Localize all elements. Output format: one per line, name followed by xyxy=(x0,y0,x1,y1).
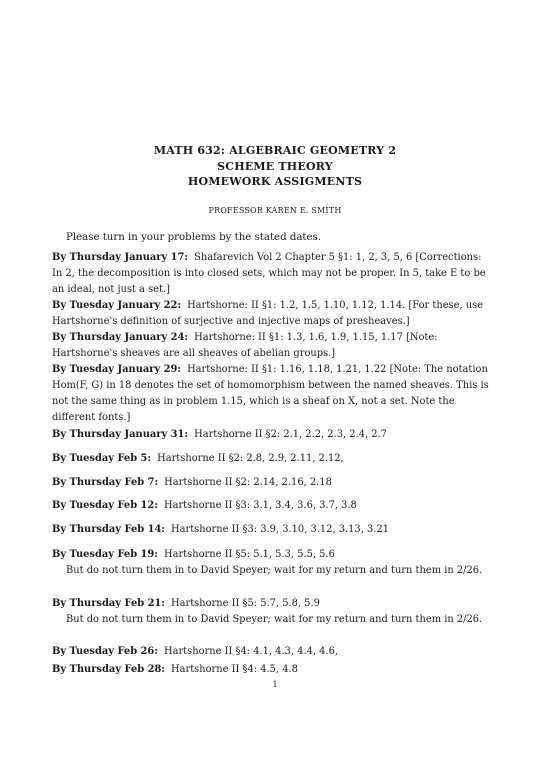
assignment-entry xyxy=(52,498,491,514)
assignment-text: Hartshorne II §4: 4.5, 4.8 xyxy=(170,664,298,675)
assignment-entry xyxy=(52,547,491,579)
assignment-entry xyxy=(52,250,491,298)
page-number: 1 xyxy=(272,680,278,689)
assignment-text: Hartshorne II §5: 5.1, 5.3, 5.5, 5.6 xyxy=(163,549,335,560)
assignment-date: By Tuesday January 22: xyxy=(52,300,182,311)
assignment-text: Hartshorne II §2: 2.14, 2.16, 2.18 xyxy=(164,477,332,488)
assignment-text: Hartshorne II §3: 3.9, 3.10, 3.12, 3.13, 3.21 xyxy=(170,524,389,535)
assignment-text: Hartshorne: II §1: 1.16, 1.18, 1.21, 1.22 [Note: The notation Hom(F, G) in 18 denotes the set of homomorphism between the named sheaves. This is not the same thing as in problem 1.15, which is a sheaf on X, not a set. Note the different fonts.] xyxy=(52,364,489,423)
assignment-date: By Tuesday January 29: xyxy=(52,364,182,375)
assignment-date: By Thursday Feb 28: xyxy=(52,664,165,675)
assignment-date: By Thursday Feb 7: xyxy=(52,477,159,488)
assignment-entry xyxy=(52,475,491,491)
assignment-text: Hartshorne II §4: 4.1, 4.3, 4.4, 4.6, xyxy=(163,646,338,657)
assignment-text: Hartshorne II §5: 5.7, 5.8, 5.9 xyxy=(170,598,320,609)
assignment-text: Hartshorne II §2: 2.8, 2.9, 2.11, 2.12, xyxy=(157,453,344,464)
assignment-date: By Tuesday Feb 12: xyxy=(52,500,158,511)
assignment-text: Hartshorne: II §1: 1.3, 1.6, 1.9, 1.15, 1.17 [Note: Hartshorne's sheaves are all sheaves of abelian groups.] xyxy=(52,332,438,359)
assignment-entry xyxy=(52,522,491,538)
assignment-entry xyxy=(52,662,491,678)
assignment-date: By Thursday Feb 21: xyxy=(52,598,165,609)
assignment-entry xyxy=(52,644,491,660)
assignment-text: Hartshorne: II §1: 1.2, 1.5, 1.10, 1.12, 1.14. [For these, use Hartshorne's definition of surjective and injective maps of presheaves.] xyxy=(52,300,484,327)
title-line-1: MATH 632: ALGEBRAIC GEOMETRY 2 xyxy=(153,144,397,157)
author: PROFESSOR KAREN E. SMITH xyxy=(208,206,342,215)
assignment-date: By Thursday January 31: xyxy=(52,429,189,440)
assignment-entry xyxy=(52,596,491,628)
assignment-date: By Thursday Feb 14: xyxy=(52,524,165,535)
assignment-date: By Tuesday Feb 19: xyxy=(52,549,158,560)
assignment-text: Hartshorne II §3: 3.1, 3.4, 3.6, 3.7, 3.8 xyxy=(163,500,357,511)
assignment-text: Hartshorne II §2: 2.1, 2.2, 2.3, 2.4, 2.7 xyxy=(194,429,387,440)
assignment-entry xyxy=(52,451,491,467)
assignment-text: Shafarevich Vol 2 Chapter 5 §1: 1, 2, 3, 5, 6 [Corrections: In 2, the decomposition is into closed sets, which may not be proper. In 5, take E to be an ideal, not just a set.] xyxy=(52,252,486,295)
intro-text: Please turn in your problems by the stated dates. xyxy=(66,232,322,243)
assignment-entry xyxy=(52,362,491,426)
assignment-date: By Tuesday Feb 5: xyxy=(52,453,152,464)
assignment-date: By Tuesday Feb 26: xyxy=(52,646,158,657)
assignment-date: By Thursday January 17: xyxy=(52,252,189,263)
assignment-note: But do not turn them in to David Speyer; wait for my return and turn them in 2/26. xyxy=(66,565,483,576)
title-line-3: HOMEWORK ASSIGMENTS xyxy=(187,175,363,188)
title-line-2: SCHEME THEORY xyxy=(217,160,333,173)
assignment-entry xyxy=(52,330,491,362)
assignment-note: But do not turn them in to David Speyer; wait for my return and turn them in 2/26. xyxy=(66,614,483,625)
assignment-date: By Thursday January 24: xyxy=(52,332,189,343)
assignment-entry xyxy=(52,427,491,443)
assignment-entry xyxy=(52,298,491,330)
